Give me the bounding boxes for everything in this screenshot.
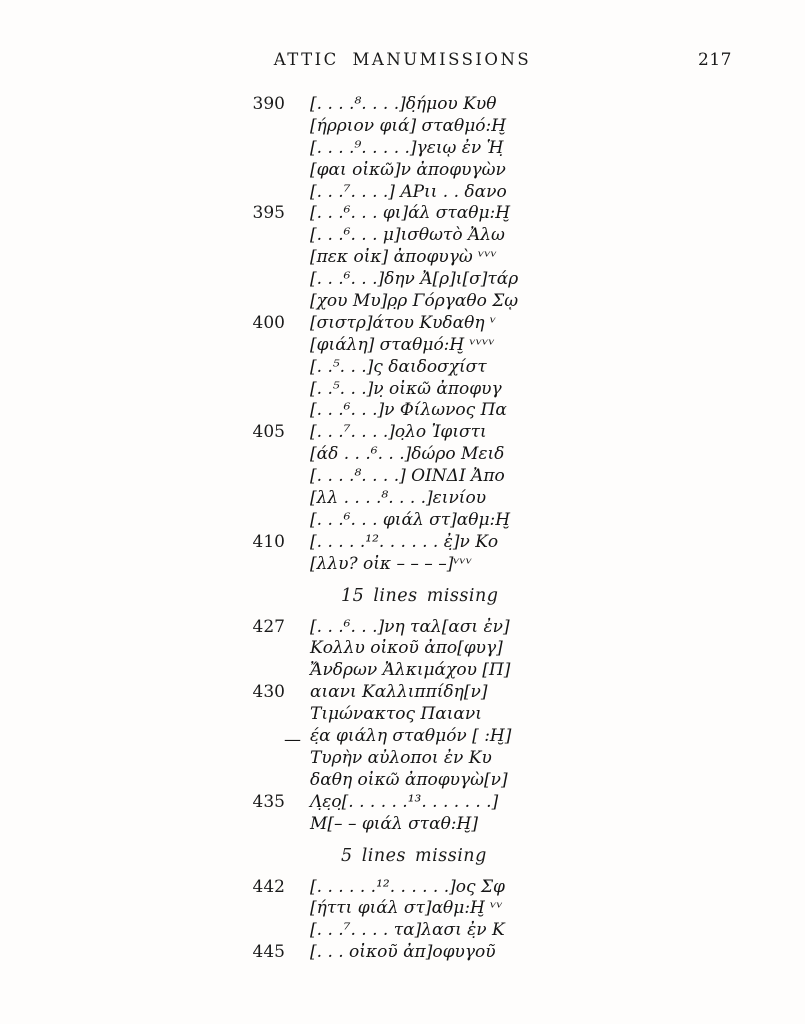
line-number: 430 xyxy=(252,682,285,703)
inscription-line xyxy=(0,770,805,792)
line-text: [λλυ? οἰκ – – – –]ᵛᵛᵛ xyxy=(310,553,473,574)
line-text: — έ̣α φιάλη σταθμόν [ :Η̮] xyxy=(284,726,512,751)
line-number xyxy=(0,357,285,379)
inscription-line xyxy=(0,488,805,510)
inscription-line xyxy=(0,682,805,704)
inscription-line xyxy=(0,444,805,466)
inscription-line xyxy=(0,554,805,576)
line-text: Τυρὴν αὐλοποι ἐν Κυ xyxy=(310,747,492,768)
line-number xyxy=(0,554,285,576)
inscription-line xyxy=(0,617,805,639)
line-text: [σιστρ]άτου Κυδαθη ᵛ xyxy=(310,312,497,333)
gap-note: 5 lines missing xyxy=(341,846,487,866)
line-number: 395 xyxy=(252,203,285,224)
line-text: [φιάλη] σταθμό:Η̮ ᵛᵛᵛᵛ xyxy=(310,334,495,355)
line-text: [. . . .⁸. . . .]δ̣ήμου Κυθ xyxy=(310,94,497,114)
line-text: Μ[– – φιάλ σταθ:Η̮] xyxy=(310,813,478,834)
line-number xyxy=(0,160,285,182)
inscription-line xyxy=(0,920,805,942)
line-text: [. . .⁶. . . φι]άλ σταθμ:Η̮ xyxy=(310,203,511,224)
line-text: [. . .⁶. . . φιάλ στ]αθμ:Η̮ xyxy=(310,509,511,530)
inscription-line xyxy=(0,877,805,899)
line-text: [ήττι φιάλ στ]αθμ:Η̮ ᵛᵛ xyxy=(310,898,503,919)
line-text: [. .⁵. . .]ς δαιδοσχίστ xyxy=(310,356,487,377)
line-text: αιανι Καλλιππίδη[ν] xyxy=(310,682,488,703)
inscription-line xyxy=(0,660,805,682)
line-text: [. . .⁶. . .]νη ταλ[ασι ἐν] xyxy=(310,616,510,637)
line-number xyxy=(0,466,285,488)
line-text: Κολλυ οἰκοῦ ἀπο[φυγ] xyxy=(310,638,503,659)
line-text: [. . . . .¹². . . . . . ἐ̣]ν Κο xyxy=(310,531,499,552)
inscription-line xyxy=(0,814,805,836)
gap-note: 15 lines missing xyxy=(341,586,499,607)
line-text: [. . .⁶. . . μ]ισθωτὸ Ἀλω xyxy=(310,225,505,246)
inscription-line xyxy=(0,269,805,291)
line-text: [. . .⁷. . . .]ο̣λο Ἰφιστι xyxy=(310,422,487,443)
page-number: 217 xyxy=(698,50,732,70)
line-text: [. . . . . .¹². . . . . .]ος Σφ xyxy=(310,876,505,897)
inscription-line xyxy=(0,160,805,182)
line-text: Ἄνδρων Ἀλκιμάχου [Π] xyxy=(310,660,511,681)
line-number xyxy=(0,748,285,770)
line-text: [. . . .⁸. . . .] ΟΙΝΔΙ Ἀπο xyxy=(310,466,505,487)
inscription-line xyxy=(0,203,805,225)
marginal-dash: — xyxy=(284,730,300,751)
inscription-line xyxy=(0,510,805,532)
inscription-line xyxy=(0,942,805,964)
line-number xyxy=(0,182,285,204)
line-number xyxy=(0,638,285,660)
line-number xyxy=(0,291,285,313)
line-number xyxy=(0,814,285,836)
inscription-line xyxy=(0,357,805,379)
inscription-line xyxy=(0,116,805,138)
line-number xyxy=(0,488,285,510)
inscription-line xyxy=(0,225,805,247)
inscription-line xyxy=(0,898,805,920)
inscription-line xyxy=(0,726,805,751)
line-number xyxy=(0,510,285,532)
inscription-line xyxy=(0,792,805,814)
line-number xyxy=(0,379,285,401)
line-number xyxy=(0,444,285,466)
inscription-line xyxy=(0,379,805,401)
line-text: [φαι οἰκῶ]ν ἀποφυγὼν xyxy=(310,159,506,180)
line-number: 435 xyxy=(252,791,285,812)
line-number: 445 xyxy=(252,942,285,963)
line-text: [. . .⁶. . .]ν Φίλωνος Πα xyxy=(310,400,507,421)
line-text: [πεκ οἰκ] ἀποφυγὼ ᵛᵛᵛ xyxy=(310,247,498,268)
line-number xyxy=(0,116,285,138)
line-number xyxy=(0,920,285,942)
line-text: Τιμώνακτος Παιανι xyxy=(310,704,482,725)
inscription-line xyxy=(0,182,805,204)
inscription-text-block xyxy=(0,94,805,964)
line-text: [. . .⁷. . . .] ΑΡιι . . δανο xyxy=(310,181,507,202)
line-text: δαθη οἰκῶ ἀποφυγὼ[ν] xyxy=(310,769,508,790)
page-title: ATTIC MANUMISSIONS xyxy=(273,50,532,69)
inscription-line xyxy=(0,247,805,269)
line-text: [. . .⁷. . . . τα]λασι ἐ̣ν Κ xyxy=(310,920,505,941)
line-number: 442 xyxy=(252,876,285,897)
line-number xyxy=(0,770,285,792)
line-text: Λ̣ε̣ο̣[. . . . . .¹³. . . . . . .] xyxy=(310,791,499,812)
line-number: 405 xyxy=(252,422,285,443)
inscription-line xyxy=(0,291,805,313)
line-number xyxy=(0,704,285,726)
line-number: 390 xyxy=(252,94,285,114)
line-number xyxy=(0,726,285,748)
line-text: [ήρριον φιά] σταθμό:Η̮ xyxy=(310,115,507,136)
inscription-line xyxy=(0,422,805,444)
line-number xyxy=(0,225,285,247)
inscription-line xyxy=(0,313,805,335)
inscription-line xyxy=(0,335,805,357)
line-number xyxy=(0,335,285,357)
inscription-line xyxy=(0,94,805,116)
line-number xyxy=(0,138,285,160)
line-number xyxy=(0,898,285,920)
line-number xyxy=(0,247,285,269)
inscription-line xyxy=(0,138,805,160)
line-text: [. . . .⁹. . . . .]γειῳ ἐν Ἡ̣ xyxy=(310,137,504,158)
line-number: 427 xyxy=(252,616,285,637)
line-text: [. . . οἰκοῦ ἀπ]οφυγοῦ xyxy=(310,942,496,963)
line-number: 410 xyxy=(252,531,285,552)
inscription-line xyxy=(0,400,805,422)
line-text: [. . .⁶. . .]δην Ἀ[ρ]ι[σ]τάρ xyxy=(310,269,519,290)
line-text: [άδ . . .⁶. . .]δώρο Μειδ xyxy=(310,444,505,465)
inscription-line xyxy=(0,748,805,770)
line-text: [χου Μυ]ρ̣ρ Γόργαθο Σῳ xyxy=(310,291,519,312)
page-header xyxy=(0,50,805,72)
line-number: 400 xyxy=(252,312,285,333)
line-number xyxy=(0,660,285,682)
line-text: [λλ . . . .⁸. . . .]εινίου xyxy=(310,488,487,509)
inscription-line xyxy=(0,704,805,726)
line-number xyxy=(0,400,285,422)
line-number xyxy=(0,269,285,291)
inscription-line xyxy=(0,638,805,660)
inscription-line xyxy=(0,532,805,554)
inscription-line xyxy=(0,466,805,488)
line-text: [. .⁵. . .]ν̣ οἰκῶ ἀποφυγ xyxy=(310,378,502,399)
